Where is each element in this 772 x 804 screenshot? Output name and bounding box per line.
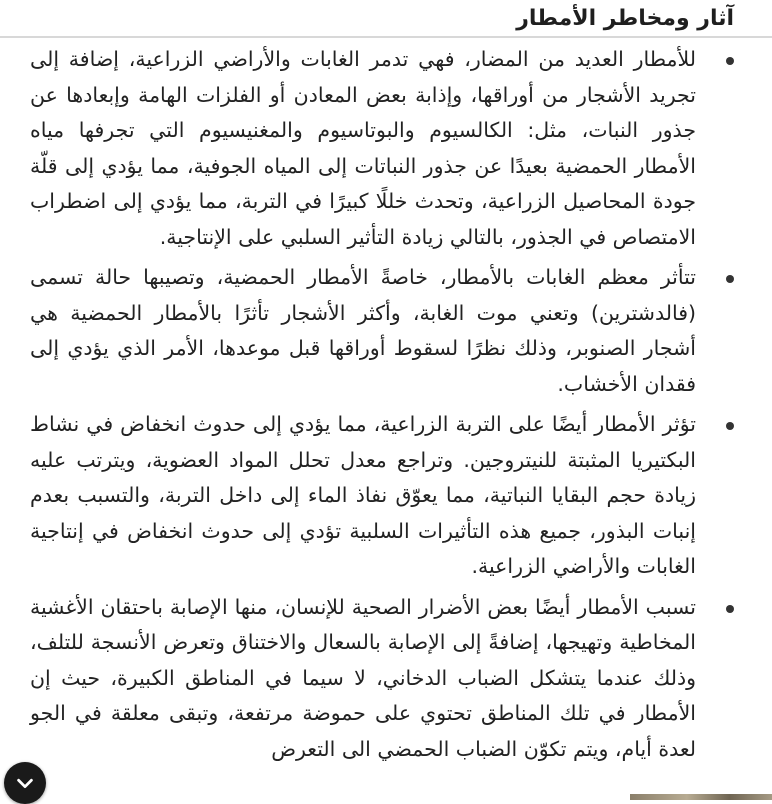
bullet-dot-icon [726, 605, 734, 613]
list-item [30, 260, 734, 402]
list-item [30, 590, 734, 768]
list-item-text: تسبب الأمطار أيضًا بعض الأضرار الصحية للإنسان، منها الإصابة باحتقان الأغشية المخاطية وتهيجها، إضافةً إلى الإصابة بالسعال والاختناق وتعرض الأنسجة للتلف، وذلك عندما يتشكل الضباب الدخاني، لا سيما في المناطق الكبيرة، حيث إن الأمطار في تلك المناطق تحتوي على حموضة مرتفعة، وتبقى معلقة في الجو لعدة أيام، ويتم تكوّن الضباب الحمضي الى التعرض [30, 594, 696, 761]
list-item-text: تتأثر معظم الغابات بالأمطار، خاصةً الأمطار الحمضية، وتصيبها حالة تسمى (فالدشترين) وتعني موت الغابة، وأكثر الأشجار تأثرًا بالأمطار الحمضية هي أشجار الصنوبر، وذلك نظرًا لسقوط أوراقها قبل موعدها، الأمر الذي يؤدي إلى فقدان الأخشاب. [30, 265, 696, 396]
section-title: آثار ومخاطر الأمطار [516, 6, 734, 31]
bullet-dot-icon [726, 275, 734, 283]
list-item [30, 407, 734, 585]
list-item-text: للأمطار العديد من المضار، فهي تدمر الغابات والأراضي الزراعية، إضافة إلى تجريد الأشجار من أوراقها، وإذابة بعض المعادن أو الفلزات الهامة وإبعادها عن جذور النبات، مثل: الكالسيوم والبوتاسيوم والمغنيسيوم التي تجرفها مياه الأمطار الحمضية بعيدًا عن جذور النباتات إلى المياه الجوفية، مما يؤدي إلى قلّة جودة المحاصيل الزراعية، وتحدث خللًا كبيرًا في التربة، مما يؤدي إلى اضطراب الامتصاص في الجذور، بالتالي زيادة التأثير السلبي على الإنتاجية. [30, 47, 696, 249]
bullet-dot-icon [726, 422, 734, 430]
bullet-list [30, 38, 734, 767]
image-thumbnail-edge [630, 794, 772, 800]
list-item-text: تؤثر الأمطار أيضًا على التربة الزراعية، مما يؤدي إلى حدوث انخفاض في نشاط البكتيريا المثبتة للنيتروجين. وتراجع معدل تحلل المواد العضوية، ويترتب عليه زيادة حجم البقايا النباتية، مما يعوّق نفاذ الماء إلى داخل التربة، والتسبب بعدم إنبات البذور، جميع هذه التأثيرات السلبية تؤدي إلى حدوث انخفاض في إنتاجية الغابات والأراضي الزراعية. [30, 412, 696, 578]
bullet-dot-icon [726, 57, 734, 65]
scroll-down-button[interactable] [4, 762, 46, 804]
list-item [30, 42, 734, 255]
chevron-down-icon [14, 772, 36, 794]
